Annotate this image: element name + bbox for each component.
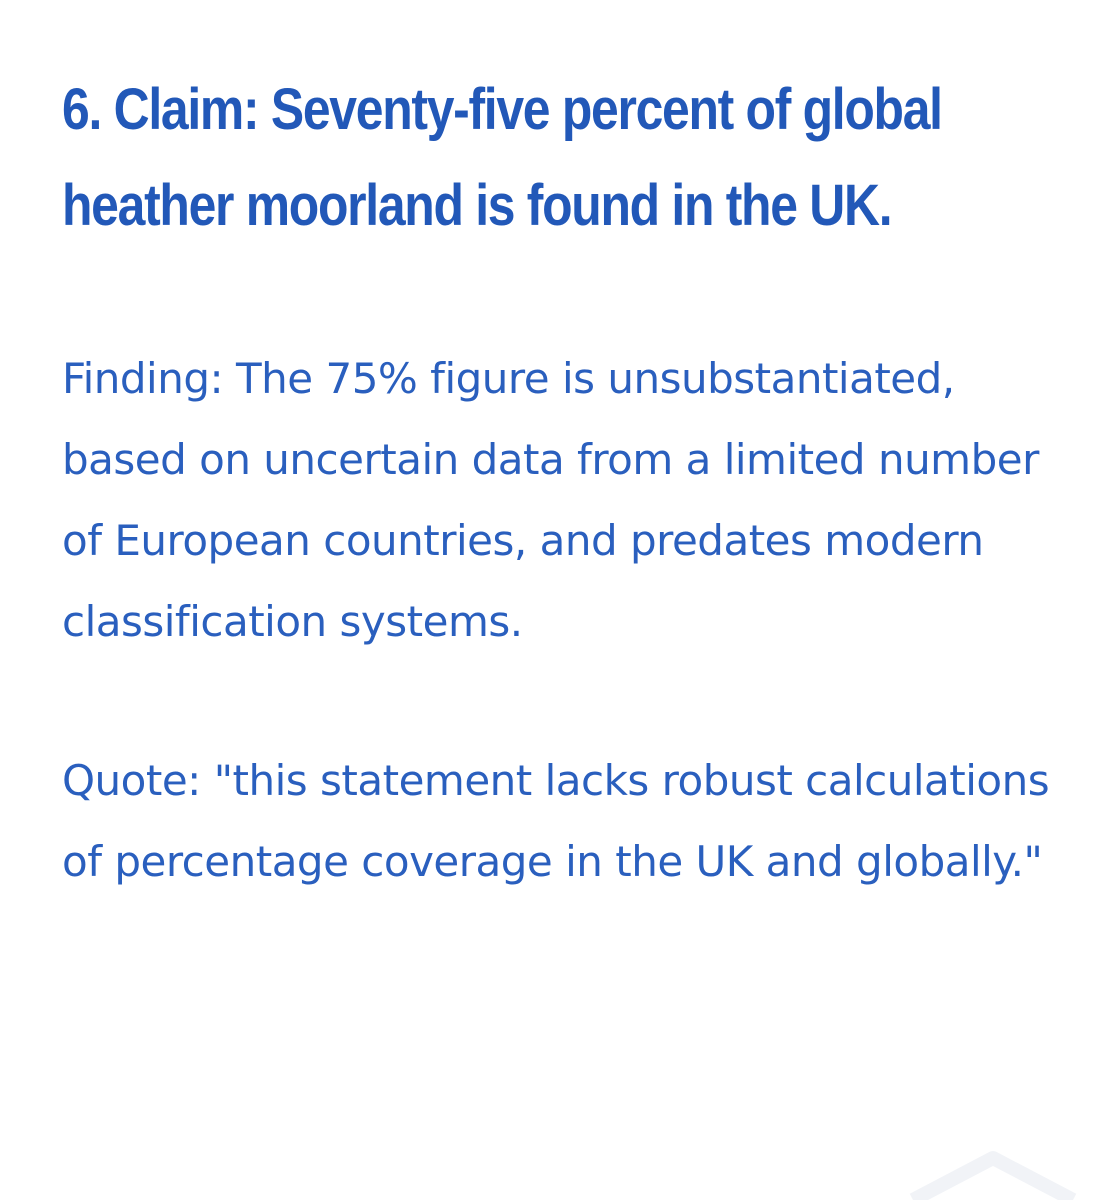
quote-label: Quote:	[62, 756, 201, 805]
claim-heading: 6. Claim: Seventy-five percent of global heather moorland is found in the UK.	[62, 77, 942, 238]
finding-label: Finding:	[62, 354, 224, 403]
chevron-up-icon	[893, 1140, 1093, 1200]
quote-paragraph	[62, 740, 1052, 902]
finding-text: The 75% figure is unsubstantiated, based on uncertain data from a limited number of European countries, and predates modern classification systems.	[62, 354, 1039, 646]
article	[62, 62, 1052, 902]
quote-text: "this statement lacks robust calculations of percentage coverage in the UK and globally."	[62, 756, 1050, 886]
finding-paragraph	[62, 338, 1052, 662]
